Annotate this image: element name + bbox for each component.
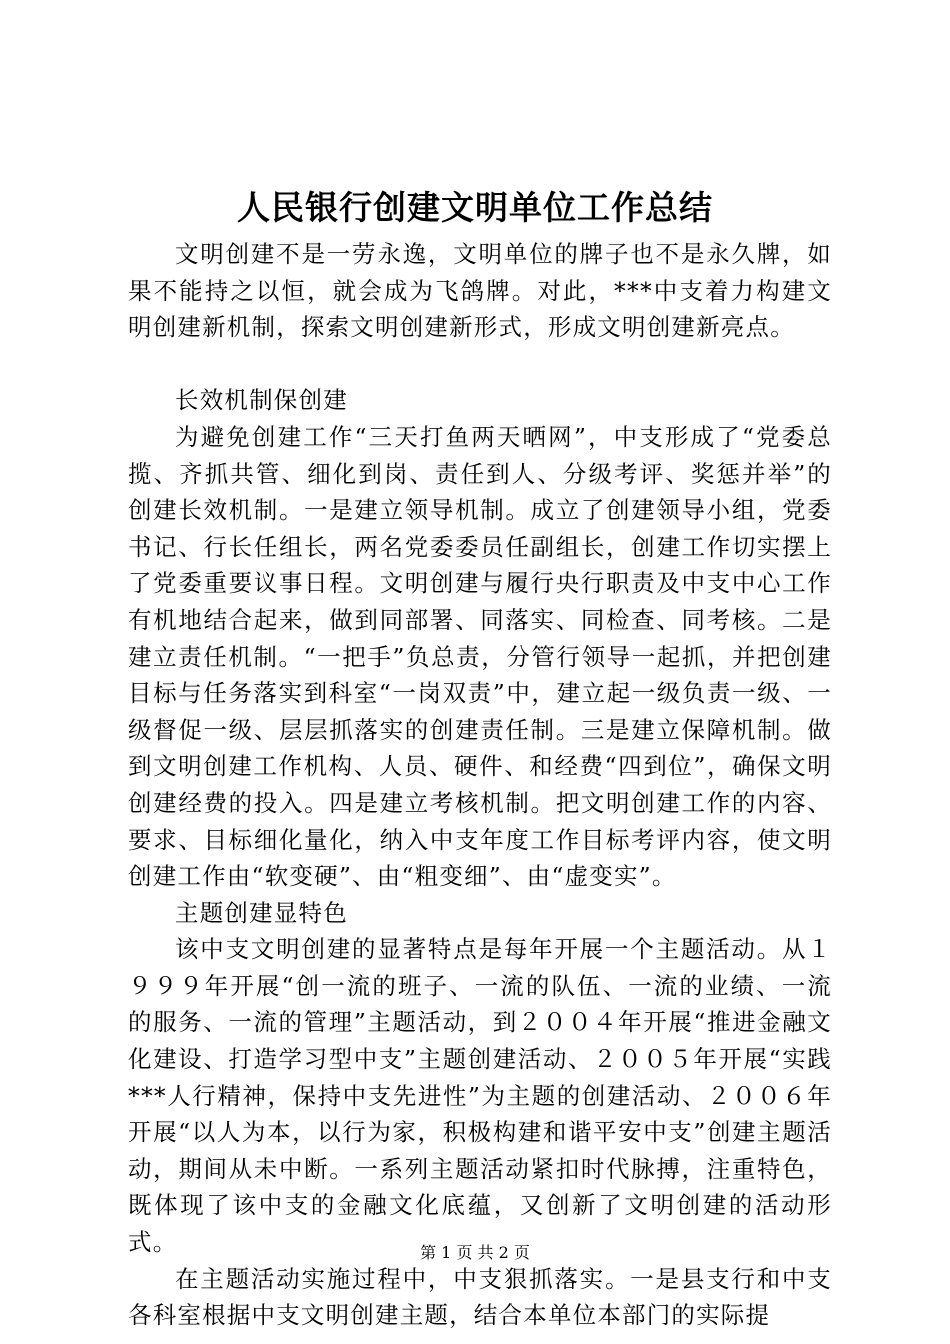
section-heading-theme-creation: 主题创建显特色 (175, 898, 348, 927)
section-paragraph-theme-creation: 该中支文明创建的显著特点是每年开展一个主题活动。从１９９９年开展“创一流的班子、一流的队伍、一流的业绩、一流的服务、一流的管理”主题活动，到２００４年开展“推进金融文化建设、打造学习型中支”主题创建活动、２００５年开展“实践***人行精神，保持中支先进性”为主题的创建活动、２００６年开展“以人为本，以行为家，积极构建和谐平安中支”创建主题活动，期间从未中断。一系列主题活动紧扣时代脉搏，注重特色，既体现了该中支的金融文化底蕴，又创新了文明创建的活动形式。 (128, 935, 832, 1257)
page-number-footer: 第 1 页 共 2 页 (420, 1243, 530, 1262)
section-paragraph-long-term-mechanism: 为避免创建工作“三天打鱼两天晒网”，中支形成了“党委总揽、齐抓共管、细化到岗、责任到人、分级考评、奖惩并举”的创建长效机制。一是建立领导机制。成立了创建领导小组，党委书记、行长任组长，两名党委委员任副组长，创建工作切实摆上了党委重要议事日程。文明创建与履行央行职责及中支中心工作有机地结合起来，做到同部署、同落实、同检查、同考核。二是建立责任机制。“一把手”负总责，分管行领导一起抓，并把创建目标与任务落实到科室“一岗双责”中，建立起一级负责一级、一级督促一级、层层抓落实的创建责任制。三是建立保障机制。做到文明创建工作机构、人员、硬件、和经费“四到位”，确保文明创建经费的投入。四是建立考核机制。把文明创建工作的内容、要求、目标细化量化，纳入中支年度工作目标考评内容，使文明创建工作由“软变硬”、由“粗变细”、由“虚变实”。 (128, 422, 832, 891)
paragraph-gap (128, 346, 832, 383)
document-title: 人民银行创建文明单位工作总结 (237, 188, 713, 227)
section-heading-long-term-mechanism: 长效机制保创建 (175, 386, 348, 415)
section-paragraph-implementation: 在主题活动实施过程中，中支狠抓落实。一是县支行和中支各科室根据中支文明创建主题，结合本单位本部门的实际提 (128, 1264, 832, 1330)
intro-paragraph: 文明创建不是一劳永逸，文明单位的牌子也不是永久牌，如果不能持之以恒，就会成为飞鸽牌。对此，***中支着力构建文明创建新机制，探索文明创建新形式，形成文明创建新亮点。 (128, 240, 832, 342)
document-body (128, 236, 832, 1334)
